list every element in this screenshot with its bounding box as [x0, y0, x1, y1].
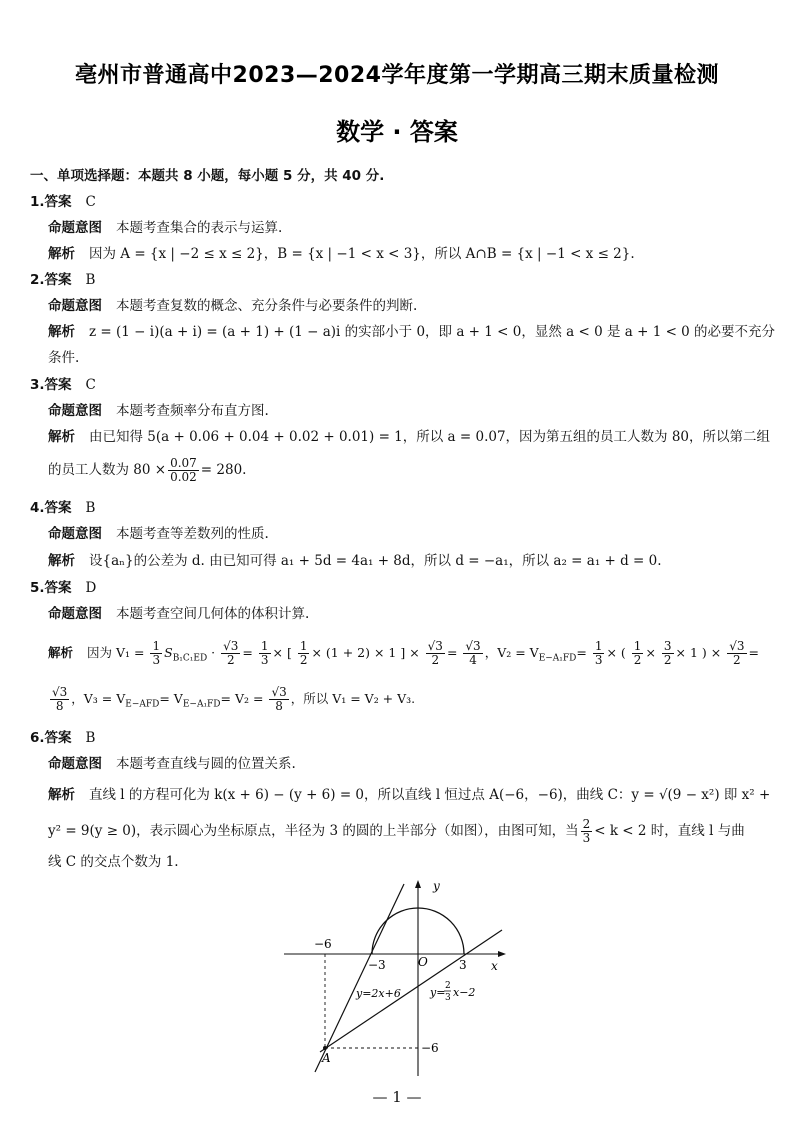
q5-frac-sqrt3-8b: [269, 686, 288, 713]
q1-answer-row: [30, 193, 96, 211]
q6-analysis: 直线 l 的方程可化为 k(x + 6) − (y + 6) = 0，所以直线 l 恒过点 A(−6，−6)，曲线 C：y = √(9 − x²) 即 x² +: [89, 787, 771, 803]
q2-analysis-row: [48, 323, 775, 341]
q3-analysis-row: [48, 428, 770, 446]
y-axis-label: y: [433, 879, 440, 893]
frac-den: 2: [663, 653, 672, 667]
frac-den: 2: [633, 653, 642, 667]
x-axis-arrow: [498, 951, 506, 957]
q4-intent: 本题考查等差数列的性质.: [116, 526, 269, 542]
q4-analysis: 设{aₙ}的公差为 d. 由已知可得 a₁ + 5d = 4a₁ + 8d，所以 d = −a₁，所以 a₂ = a₁ + d = 0.: [89, 553, 662, 569]
q5-analysis-row: 解析 因为 V₁ = $\frac{1}{3}$ $S_{B_1C_1ED}$ · $\frac{√3}{2}$ = $\frac{1}{3}$ × [ $\frac{1}{2}$ × (1 + 2) × 1 ] × $\frac{√3}{2}$ = $\frac{√3}{4}$ ，$V_2 = V_{E-A_1FD}=$ $\frac{1}{3}$ × ( $\frac{1}{2}$ × $\frac{3}{2}$ × 1 ) × $\frac{√3}{2}$ =: [48, 639, 759, 667]
q6-intent-label: 命题意图: [48, 756, 102, 772]
q5-v2: ，V₂ = V: [484, 645, 539, 660]
frac-den: 2: [733, 653, 741, 667]
q5-times: ×: [645, 645, 656, 660]
q5-s-sub: B₁C₁ED: [172, 653, 208, 664]
q3-intent: 本题考查频率分布直方图.: [116, 403, 269, 419]
q6-analysis-cont: [48, 816, 745, 846]
q2-number: 2.: [30, 272, 45, 288]
frac-num: √3: [271, 685, 287, 699]
q5-answer-row: [30, 579, 96, 597]
line2-label-den: 3: [445, 993, 451, 1003]
frac-num: √3: [427, 639, 443, 653]
frac-den: 3: [594, 653, 603, 667]
q5-v2-sub: E−A₁FD: [538, 653, 577, 664]
q5-analysis-cont: [48, 684, 415, 720]
point-a-label: A: [322, 1051, 331, 1065]
q3-analysis: 由已知得 5(a + 0.06 + 0.04 + 0.02 + 0.01) = 1，所以 a = 0.07，因为第五组的员工人数为 80，所以第二组: [89, 429, 771, 445]
line2-label-prefix: y=: [430, 986, 446, 999]
frac-num: 1: [594, 639, 603, 653]
q1-intent-row: [48, 219, 282, 237]
q5-frac-sqrt3-2b: [426, 640, 445, 667]
q6-frac-den: 3: [582, 831, 591, 845]
q6-analysis-end: 线 C 的交点个数为 1.: [48, 854, 179, 870]
q1-analysis: 因为 A = {x | −2 ≤ x ≤ 2}，B = {x | −1 < x < 3}，所以 A∩B = {x | −1 < x ≤ 2}.: [89, 246, 635, 262]
q3-intent-row: [48, 402, 269, 420]
q4-answer: B: [85, 500, 96, 516]
frac-num: √3: [223, 639, 239, 653]
q4-answer-label: 答案: [44, 500, 72, 516]
frac-den: 4: [469, 653, 477, 667]
q6-figure: [270, 872, 520, 1087]
q3-analysis-cont: [48, 456, 246, 484]
q5-eq4: =: [748, 645, 759, 660]
q2-intent: 本题考查复数的概念、充分条件与必要条件的判断.: [116, 298, 418, 314]
q5-eq3: =: [576, 645, 587, 660]
q6-intent-row: [48, 755, 296, 773]
frac-num: 3: [663, 639, 672, 653]
frac-den: 3: [260, 653, 269, 667]
q6-answer: B: [85, 730, 96, 746]
q5-frac-sqrt3-2c: [727, 640, 746, 667]
q5-v3-sub: E−AFD: [125, 699, 160, 710]
q1-analysis-row: [48, 245, 635, 263]
q5-v3: ，V₃ = V: [71, 691, 126, 706]
q5-frac-sqrt3-2: [221, 640, 240, 667]
frac-den: 2: [431, 653, 440, 667]
frac-num: 1: [152, 639, 161, 653]
tick-neg3: −3: [368, 958, 386, 972]
tick-neg6-y: −6: [421, 1041, 439, 1055]
q5-v1: 因为 V₁ =: [87, 645, 145, 660]
q4-analysis-label: 解析: [48, 553, 75, 569]
q6-analysis-row: [48, 786, 770, 804]
line-2x-plus-6: [315, 884, 404, 1072]
q5-intent-row: [48, 605, 309, 623]
q5-intent: 本题考查空间几何体的体积计算.: [116, 606, 310, 622]
q5-paren: × (: [606, 645, 626, 660]
q3-fraction: [168, 457, 199, 484]
frac-num: 1: [633, 639, 642, 653]
tick-3: 3: [459, 958, 467, 972]
q6-intent: 本题考查直线与圆的位置关系.: [116, 756, 296, 772]
q5-eq2: =: [446, 645, 458, 660]
line2-label-num: 2: [445, 981, 451, 991]
q4-intent-row: [48, 525, 269, 543]
q6-analysis-label: 解析: [48, 787, 75, 803]
q3-answer-row: [30, 376, 96, 394]
q6-fraction: [581, 818, 593, 845]
point-a-dot: [323, 1046, 327, 1050]
q3-frac-den: 0.02: [170, 470, 197, 484]
q4-intent-label: 命题意图: [48, 526, 102, 542]
q2-intent-row: [48, 297, 417, 315]
frac-den: 3: [152, 653, 161, 667]
q3-analysis-result: = 280.: [200, 462, 247, 478]
q5-frac-sqrt3-4: [463, 640, 482, 667]
q5-eq: =: [242, 645, 253, 660]
q5-frac-1-2b: [632, 640, 644, 667]
q5-prod2: × 1 ) ×: [675, 645, 722, 660]
q5-prod: × (1 + 2) × 1 ] ×: [311, 645, 420, 660]
q5-v-sub2: E−A₁FD: [182, 699, 221, 710]
q3-analysis-label: 解析: [48, 429, 75, 445]
q2-intent-label: 命题意图: [48, 298, 102, 314]
q5-bracket: × [: [272, 645, 292, 660]
q5-frac-1-3: [150, 640, 162, 667]
q3-intent-label: 命题意图: [48, 403, 102, 419]
q6-analysis-text: y² = 9(y ≥ 0)，表示圆心为坐标原点，半径为 3 的圆的上半部分（如图），由图可知，当: [48, 823, 579, 839]
q6-number: 6.: [30, 730, 45, 746]
q6-frac-num: 2: [582, 817, 591, 831]
q5-frac-1-2: [298, 640, 310, 667]
frac-num: √3: [465, 639, 481, 653]
frac-den: 2: [299, 653, 308, 667]
section-heading: 一、单项选择题：本题共 8 小题，每小题 5 分，共 40 分.: [30, 168, 385, 184]
q1-answer: C: [85, 194, 96, 210]
q3-frac-num: 0.07: [170, 456, 197, 470]
q5-eqv2: = V₂ =: [220, 691, 264, 706]
q2-answer: B: [85, 272, 96, 288]
q5-conclusion: ，所以 V₁ = V₂ + V₃.: [290, 691, 416, 706]
frac-num: 1: [260, 639, 269, 653]
q2-answer-row: [30, 271, 95, 289]
q2-analysis: z = (1 − i)(a + i) = (a + 1) + (1 − a)i 的实部小于 0，即 a + 1 < 0，显然 a < 0 是 a + 1 < 0 的必要不充分: [89, 324, 776, 340]
q6-answer-row: [30, 729, 95, 747]
page-number: — 1 —: [372, 1088, 422, 1106]
q5-number: 5.: [30, 580, 45, 596]
q5-answer-label: 答案: [44, 580, 72, 596]
q5-analysis-label: 解析: [48, 645, 74, 660]
q2-analysis-cont: 条件.: [48, 350, 80, 366]
q3-number: 3.: [30, 377, 45, 393]
q5-frac-1-3b: [259, 640, 271, 667]
q5-answer: D: [85, 580, 97, 596]
q1-number: 1.: [30, 194, 45, 210]
tick-neg6-x: −6: [314, 937, 332, 951]
q2-answer-label: 答案: [44, 272, 72, 288]
x-axis-label: x: [491, 959, 498, 973]
q5-eqv: = V: [159, 691, 183, 706]
q1-answer-label: 答案: [44, 194, 72, 210]
q4-analysis-row: [48, 552, 662, 570]
q6-answer-label: 答案: [44, 730, 72, 746]
y-axis-arrow: [415, 880, 421, 888]
q1-intent: 本题考查集合的表示与运算.: [116, 220, 283, 236]
q4-answer-row: [30, 499, 95, 517]
frac-num: √3: [52, 685, 68, 699]
line1-label: y=2x+6: [356, 987, 401, 1000]
q1-intent-label: 命题意图: [48, 220, 102, 236]
q3-answer: C: [85, 377, 96, 393]
q5-s: S: [164, 645, 173, 660]
q4-number: 4.: [30, 500, 45, 516]
page-subtitle: 数学 · 答案: [336, 118, 458, 146]
q2-analysis-label: 解析: [48, 324, 75, 340]
line2-label-suffix: x−2: [453, 986, 476, 999]
q1-analysis-label: 解析: [48, 246, 75, 262]
page-title: 亳州市普通高中2023—2024学年度第一学期高三期末质量检测: [75, 63, 719, 88]
q3-analysis-text: 的员工人数为 80 ×: [48, 462, 167, 478]
origin-label: O: [418, 955, 428, 969]
frac-den: 8: [55, 699, 64, 713]
q5-intent-label: 命题意图: [48, 606, 102, 622]
q3-answer-label: 答案: [44, 377, 72, 393]
frac-num: 1: [299, 639, 308, 653]
frac-den: 8: [275, 699, 283, 713]
q5-frac-1-3c: [593, 640, 605, 667]
q5-frac-sqrt3-8: [50, 686, 69, 713]
frac-den: 2: [226, 653, 235, 667]
frac-num: √3: [729, 639, 745, 653]
q5-frac-3-2: [662, 640, 674, 667]
q6-analysis-tail: < k < 2 时，直线 l 与曲: [594, 823, 745, 839]
